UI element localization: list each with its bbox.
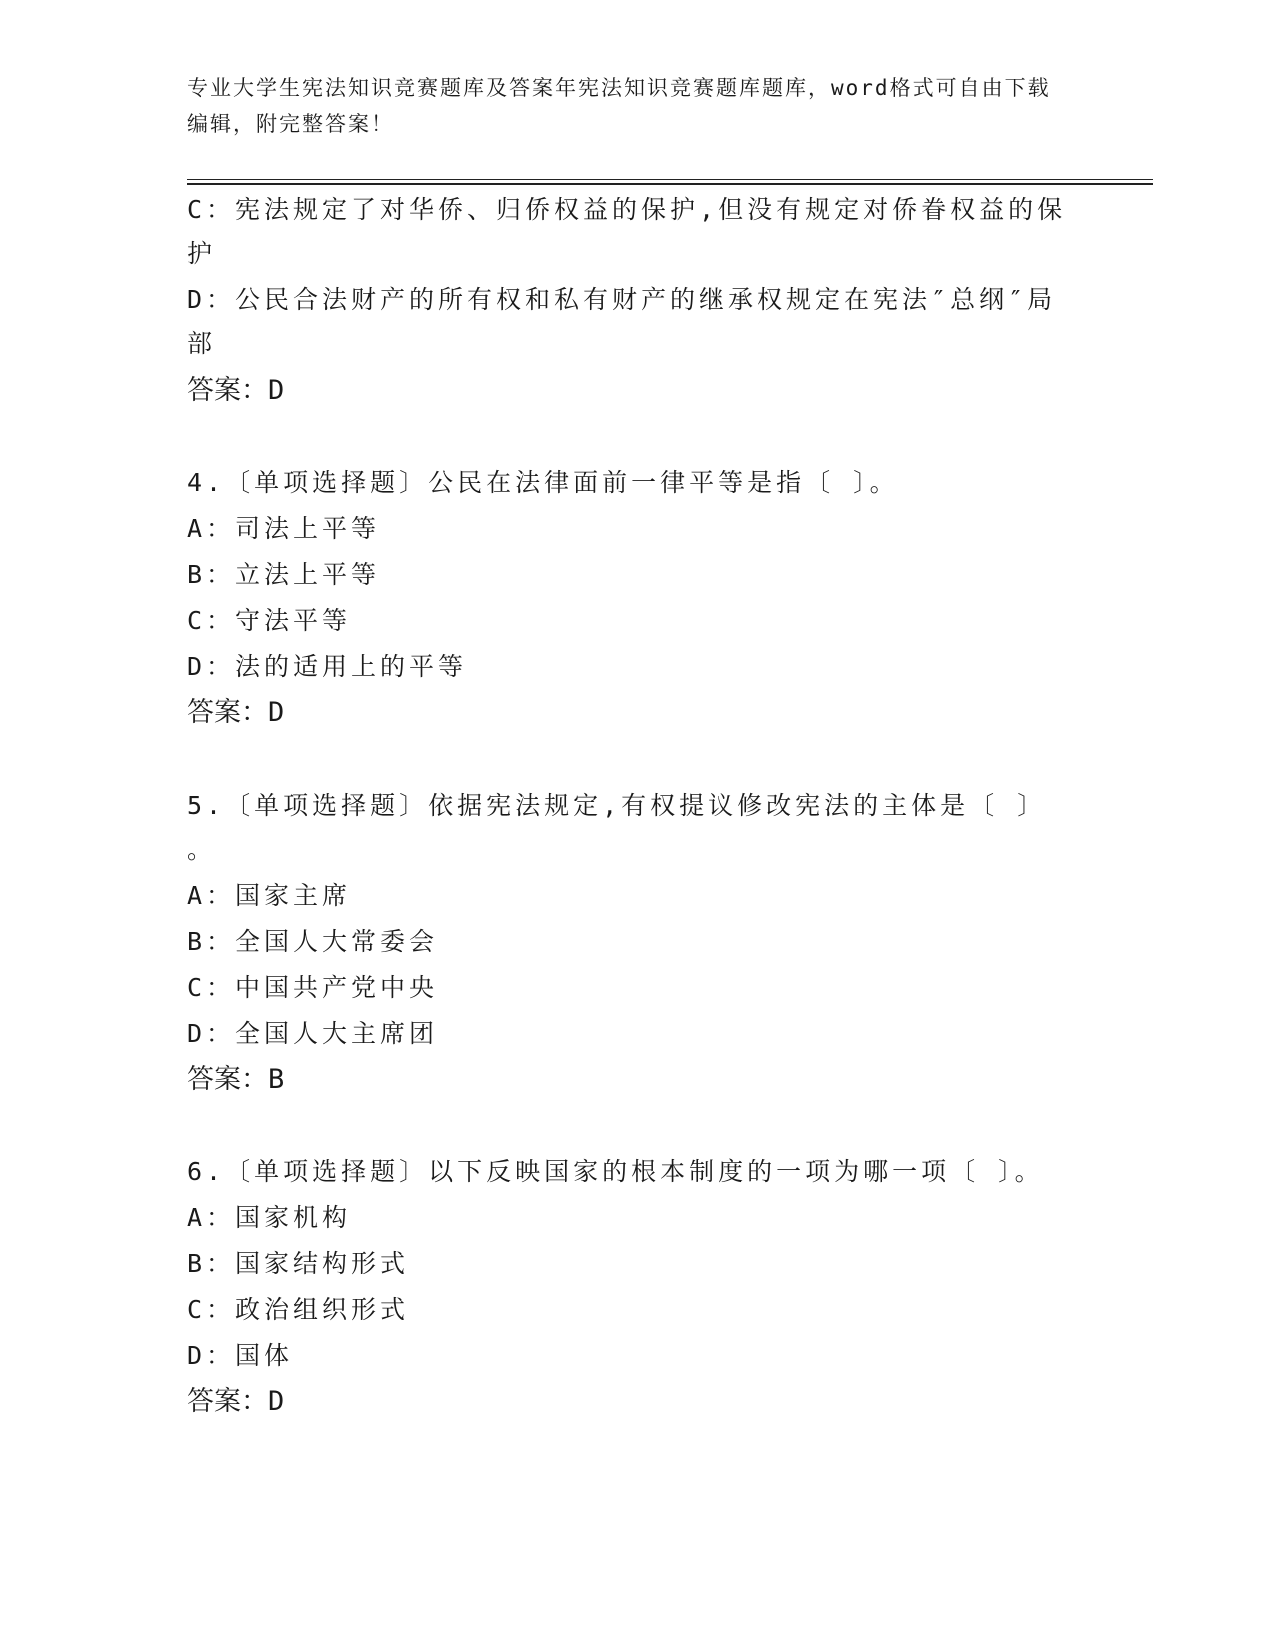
answer-label: 答案： <box>187 1386 268 1417</box>
q4-option-d: D：法的适用上的平等 <box>187 652 468 681</box>
q6-option-b: B：国家结构形式 <box>187 1249 410 1278</box>
q4-answer-value: D <box>268 697 285 728</box>
q4-option-a: A：司法上平等 <box>187 514 381 543</box>
q5-answer <box>187 1063 284 1097</box>
q5-answer-value: B <box>268 1064 285 1095</box>
q3-option-c-line2: 护 <box>187 239 217 268</box>
q6-question: 6.〔单项选择题〕以下反映国家的根本制度的一项为哪一项〔 〕。 <box>187 1157 1044 1186</box>
answer-label: 答案： <box>187 1064 268 1095</box>
q6-answer <box>187 1385 284 1419</box>
answer-label: 答案： <box>187 375 268 406</box>
q5-option-a: A：国家主席 <box>187 881 352 910</box>
q6-option-c: C：政治组织形式 <box>187 1295 410 1324</box>
q5-option-d: D：全国人大主席团 <box>187 1019 439 1048</box>
q3-answer <box>187 374 284 408</box>
q6-option-d: D：国体 <box>187 1341 294 1370</box>
q3-answer-value: D <box>268 375 285 406</box>
q4-question: 4.〔单项选择题〕公民在法律面前一律平等是指〔 〕。 <box>187 468 899 497</box>
header-divider-thick <box>187 183 1153 185</box>
q3-option-d-line2: 部 <box>187 329 217 358</box>
q6-option-a: A：国家机构 <box>187 1203 352 1232</box>
q5-option-c: C：中国共产党中央 <box>187 973 439 1002</box>
q5-question-line2: 。 <box>187 835 217 864</box>
answer-label: 答案： <box>187 697 268 728</box>
q6-answer-value: D <box>268 1386 285 1417</box>
q4-option-b: B：立法上平等 <box>187 560 381 589</box>
q4-option-c: C：守法平等 <box>187 606 352 635</box>
document-header: 专业大学生宪法知识竞赛题库及答案年宪法知识竞赛题库题库，word格式可自由下载编辑，附完整答案！ <box>187 76 1051 136</box>
q3-option-d-line1: D：公民合法财产的所有权和私有财产的继承权规定在宪法″总纲″局 <box>187 285 1057 314</box>
q3-option-c-line1: C：宪法规定了对华侨、归侨权益的保护,但没有规定对侨眷权益的保 <box>187 195 1067 224</box>
q4-answer <box>187 696 284 730</box>
q5-option-b: B：全国人大常委会 <box>187 927 439 956</box>
header-divider-thin <box>187 179 1153 180</box>
q5-question-line1: 5.〔单项选择题〕依据宪法规定,有权提议修改宪法的主体是〔 〕 <box>187 791 1047 820</box>
